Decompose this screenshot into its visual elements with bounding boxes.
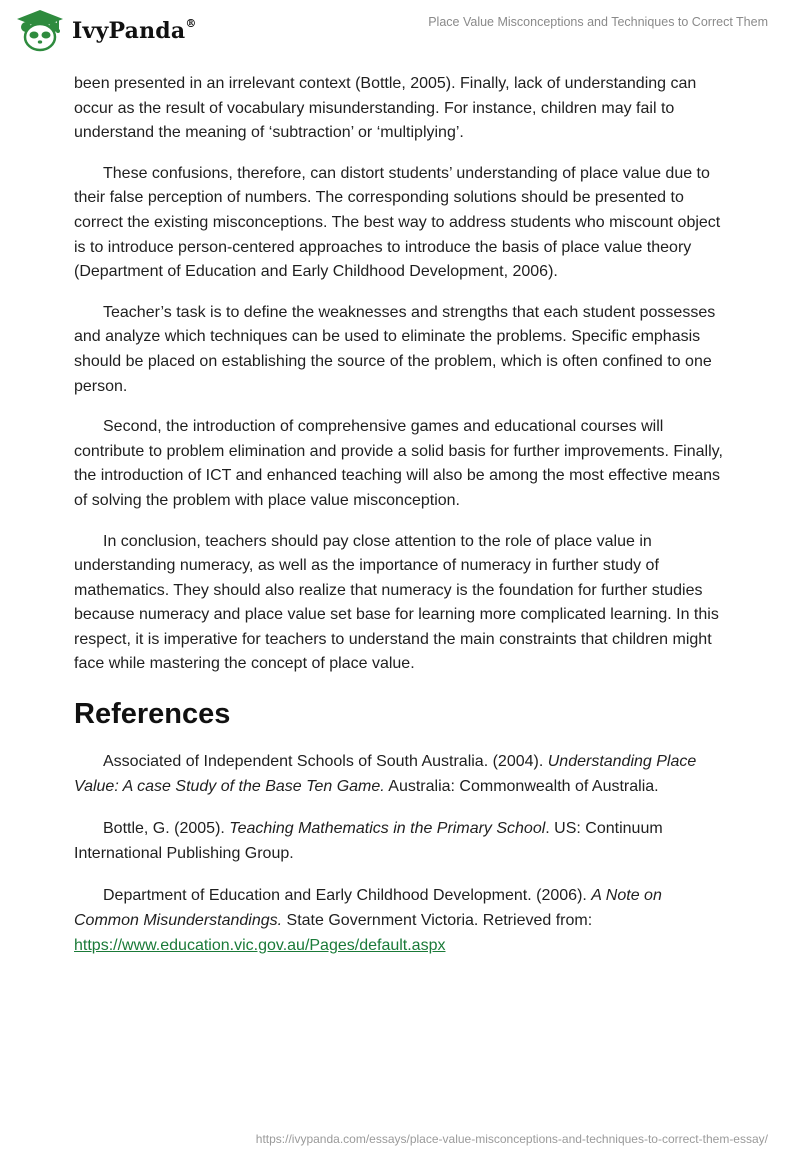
reference-link[interactable]: https://www.education.vic.gov.au/Pages/default.aspx [74, 936, 446, 954]
reference-item: Associated of Independent Schools of South Australia. (2004). Understanding Place Value: A case Study of the Base Ten Game. Australia: Commonwealth of Australia. [74, 753, 697, 795]
reference-title: A Note on Common Misunderstandings. [74, 887, 662, 930]
reference-title: Teaching Mathematics in the Primary School [229, 820, 546, 838]
essay-body [74, 72, 726, 976]
references-heading: References [74, 698, 231, 731]
brand-name: IvyPanda® [72, 16, 197, 44]
reference-item: Department of Education and Early Childhood Development. (2006). A Note on Common Misunderstandings. State Government Victoria. Retrieved from: https://www.education.vic.gov.au/Pages/default.aspx [74, 887, 662, 954]
ivypanda-logo[interactable] [14, 8, 197, 52]
document-title: Place Value Misconceptions and Techniques to Correct Them [428, 15, 768, 29]
paragraph-3: Teacher’s task is to define the weaknesses and strengths that each student possesses and analyze which techniques can be used to eliminate the problems. Specific emphasis should be placed on establishing the source of the problem, which is often confined to one person. [74, 303, 716, 395]
page-url: https://ivypanda.com/essays/place-value-misconceptions-and-techniques-to-correct-them-essay/ [255, 1132, 768, 1146]
panda-graduate-icon [14, 8, 66, 52]
paragraph-4: Second, the introduction of comprehensive games and educational courses will contribute to problem elimination and provide a solid basis for further improvements. Finally, the introduction of ICT and enhanced teaching will also be among the most effective means of solving the problem with place value misconception. [74, 418, 723, 509]
paragraph-2: These confusions, therefore, can distort students’ understanding of place value due to their false perception of numbers. The corresponding solutions should be presented to correct the existing misconceptions. The best way to address students who miscount object is to introduce person-centered approaches to introduce the basis of place value theory (Department of Education and Early Childhood Development, 2006). [74, 164, 721, 281]
paragraph-1: been presented in an irrelevant context (Bottle, 2005). Finally, lack of understanding can occur as the result of vocabulary misunderstanding. For instance, children may fail to understand the meaning of ‘subtraction’ or ‘multiplying’. [74, 75, 697, 142]
paragraph-5: In conclusion, teachers should pay close attention to the role of place value in understanding numeracy, as well as the importance of numeracy in further study of mathematics. They should also realize that numeracy is the foundation for further studies because numeracy and place value set base for learning more complicated learning. In this respect, it is imperative for teachers to understand the main constraints that children might face while mastering the concept of place value. [74, 532, 719, 673]
reference-item: Bottle, G. (2005). Teaching Mathematics in the Primary School. US: Continuum International Publishing Group. [74, 820, 663, 862]
reference-title: Understanding Place Value: A case Study of the Base Ten Game. [74, 753, 697, 795]
page-header [0, 0, 800, 60]
